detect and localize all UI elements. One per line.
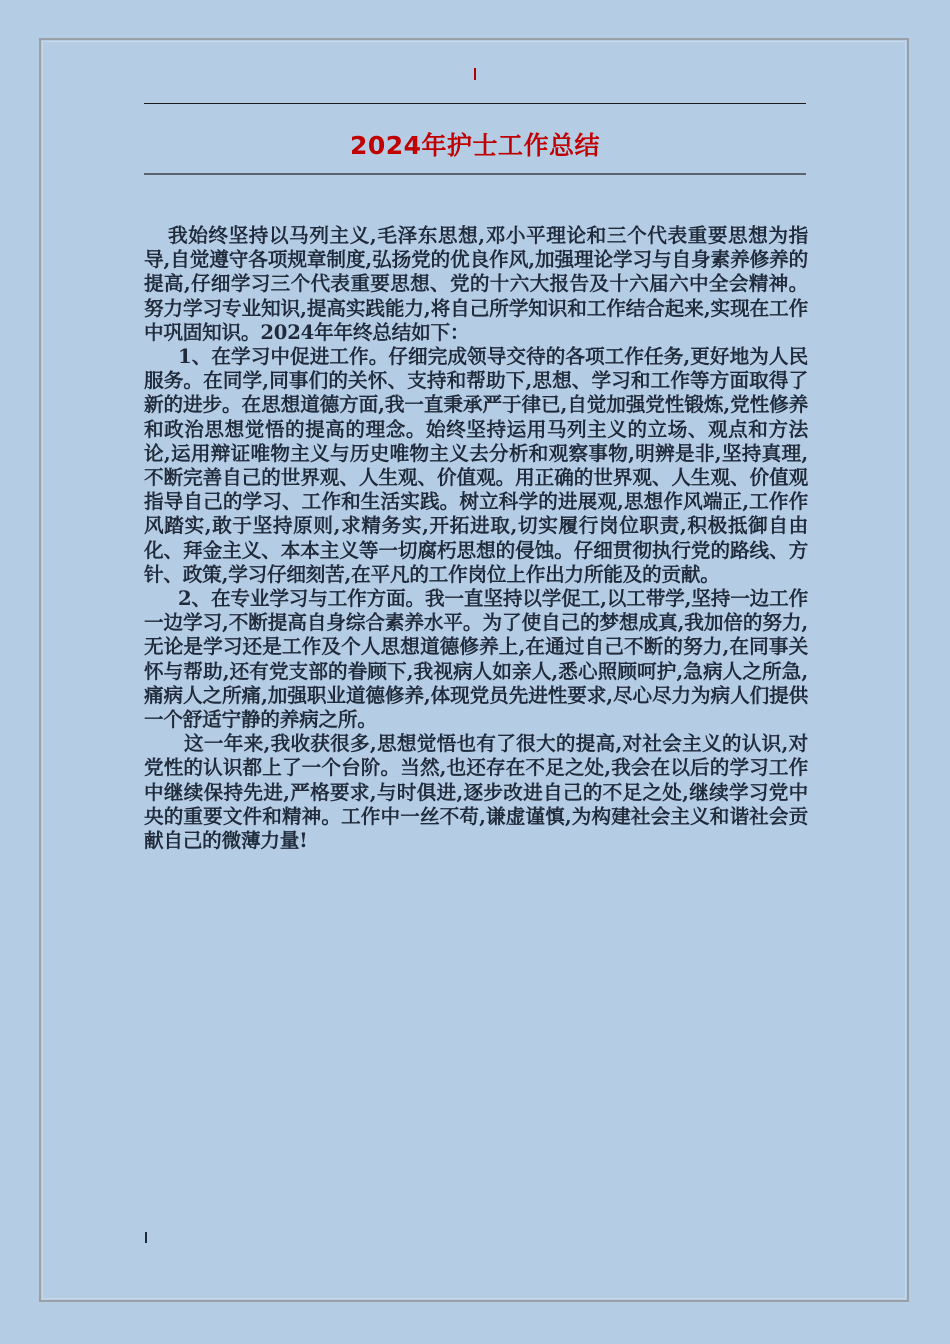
paragraph-item-1: 1、在学习中促进工作。仔细完成领导交待的各项工作任务,更好地为人民服务。在同学,同事们的关怀、支持和帮助下,思想、学习和工作等方面取得了新的进步。在思想道德方面,我一直秉承严于律已,自觉加强党性锻炼,党性修养和政治思想觉悟的提高的理念。始终坚持运用马列主义的立场、观点和方法论,运用辩证唯物主义与历史唯物主义去分析和观察事物,明辨是非,坚持真理,不断完善自己的世界观、人生观、价值观。用正确的世界观、人生观、价值观指导自己的学习、工作和生活实践。树立科学的进展观,思想作风端正,工作作风踏实,敢于坚持原则,求精务实,开拓进取,切实履行岗位职责,积极抵御自由化、拜金主义、本本主义等一切腐朽思想的侵蚀。仔细贯彻执行党的路线、方针、政策,学习仔细刻苦,在平凡的工作岗位上作出力所能及的贡献。	[144, 345, 808, 586]
paragraph-closing: 这一年来,我收获很多,思想觉悟也有了很大的提高,对社会主义的认识,对党性的认识都上了一个台阶。当然,也还存在不足之处,我会在以后的学习工作中继续保持先进,严格要求,与时俱进,逐步改进自己的不足之处,继续学习党中央的重要文件和精神。工作中一丝不苟,谦虚谨慎,为构建社会主义和谐社会贡献自己的微薄力量!	[144, 732, 808, 853]
header-mark	[474, 68, 476, 80]
title-rule	[144, 173, 806, 175]
paragraph-item-2: 2、在专业学习与工作方面。我一直坚持以学促工,以工带学,坚持一边工作一边学习,不断提高自身综合素养水平。为了使自己的梦想成真,我加倍的努力,无论是学习还是工作及个人思想道德修养上,在通过自己不断的努力,在同事关怀与帮助,还有党支部的眷顾下,我视病人如亲人,悉心照顾呵护,急病人之所急,痛病人之所痛,加强职业道德修养,体现党员先进性要求,尽心尽力为病人们提供一个舒适宁静的养病之所。	[144, 587, 808, 732]
header-rule	[144, 103, 806, 104]
footer-mark	[145, 1232, 147, 1243]
document-title: 2024年护士工作总结	[349, 131, 601, 160]
paragraph-intro: 我始终坚持以马列主义,毛泽东思想,邓小平理论和三个代表重要思想为指导,自觉遵守各项规章制度,弘扬党的优良作风,加强理论学习与自身素养修养的提高,仔细学习三个代表重要思想、党的十六大报告及十六届六中全会精神。努力学习专业知识,提高实践能力,将自己所学知识和工作结合起来,实现在工作中巩固知识。2024年年终总结如下：	[144, 224, 808, 344]
document-body	[144, 224, 808, 853]
